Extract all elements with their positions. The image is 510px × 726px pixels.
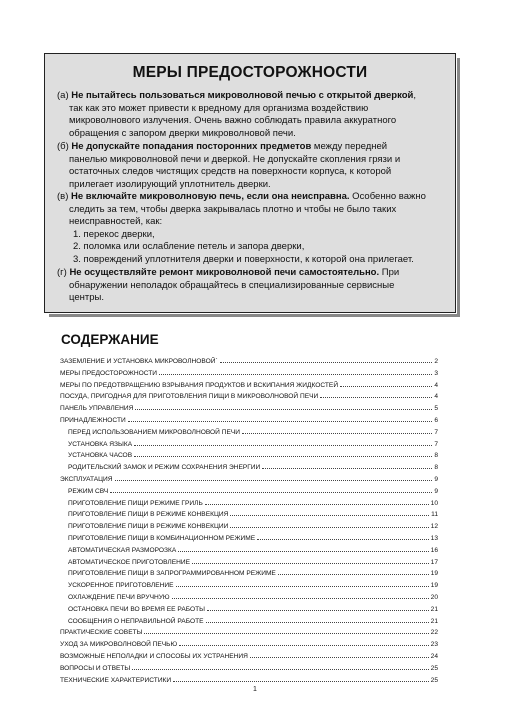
toc-entry-page: 10 [430, 499, 438, 507]
item-marker: (б) [57, 141, 69, 152]
toc-entry-page: 2 [434, 358, 438, 365]
toc-leader-dots [205, 504, 429, 505]
toc-leader-dots [250, 657, 429, 658]
toc-entry-title: ПРИГОТОВЛЕНИЕ ПИЩИ В РЕЖИМЕ КОНВЕКЦИИ [68, 523, 229, 531]
toc-leader-dots [159, 374, 432, 375]
toc-entry[interactable] [60, 509, 438, 521]
toc-entry-page: 9 [434, 487, 438, 495]
toc-entry[interactable] [60, 486, 438, 498]
toc-leader-dots [134, 445, 432, 446]
toc-leader-dots [179, 645, 428, 646]
toc-entry-page: 13 [430, 534, 438, 542]
item-bold-text: Не пытайтесь пользоваться микроволновой печью с открытой дверкой [71, 90, 414, 101]
toc-entry[interactable] [60, 568, 438, 580]
toc-entry[interactable] [60, 557, 438, 569]
toc-leader-dots [110, 492, 432, 493]
toc-entry[interactable] [60, 616, 438, 628]
toc-entry-title: ПРИГОТОВЛЕНИЕ ПИЩИ РЕЖИМЕ ГРИЛЬ [68, 499, 203, 507]
toc-entry[interactable] [60, 462, 438, 474]
toc-entry-title: УХОД ЗА МИКРОВОЛНОВОЙ ПЕЧЬЮ [60, 641, 178, 649]
toc-entry[interactable] [60, 521, 438, 533]
toc-entry[interactable] [60, 356, 438, 368]
toc-entry-title: ЗАЗЕМЛЕНИЕ И УСТАНОВКА МИКРОВОЛНОВОЙ` [60, 358, 218, 365]
toc-leader-dots [320, 397, 432, 398]
toc-leader-dots [262, 468, 432, 469]
toc-entry[interactable] [60, 592, 438, 604]
toc-leader-dots [135, 409, 432, 410]
toc-entry[interactable] [60, 651, 438, 663]
caution-title: МЕРЫ ПРЕДОСТОРОЖНОСТИ [132, 64, 368, 81]
toc-leader-dots [207, 610, 429, 611]
toc-entry-title: ПРИГОТОВЛЕНИЕ ПИЩИ В КОМБИНАЦИОННОМ РЕЖИМЕ [68, 534, 256, 542]
toc-entry[interactable] [60, 639, 438, 651]
toc-entry-page: 21 [430, 605, 438, 613]
toc-entry-title: УСКОРЕННОЕ ПРИГОТОВЛЕНИЕ [68, 582, 174, 590]
toc-leader-dots [173, 681, 429, 682]
toc-entry-title: АВТОМАТИЧЕСКОЕ ПРИГОТОВЛЕНИЕ [68, 558, 191, 566]
toc-entry-page: 5 [434, 405, 438, 413]
toc-entry-page: 24 [430, 652, 438, 660]
toc-entry-title: РОДИТЕЛЬСКИЙ ЗАМОК И РЕЖИМ СОХРАНЕНИЯ ЭНЕРГИИ [68, 464, 261, 472]
toc-leader-dots [257, 539, 428, 540]
toc-entry-title: УСТАНОВКА ЧАСОВ [68, 452, 133, 460]
toc-entry-title: УСТАНОВКА ЯЗЫКА [68, 440, 133, 448]
toc-entry-page: 19 [430, 582, 438, 590]
toc-entry[interactable] [60, 450, 438, 462]
toc-entry-page: 9 [434, 475, 438, 483]
item-bold-text: Не осуществляйте ремонт микроволновой печи самостоятельно. [69, 267, 380, 278]
caution-item-d: (г) Не осуществляйте ремонт микроволновой печи самостоятельно. При обнаружении неполадок обращайтесь в специализированные сервисные центры. [57, 267, 400, 304]
toc-entry[interactable] [60, 627, 438, 639]
table-of-contents [60, 356, 438, 686]
toc-entry-title: ЭКСПЛУАТАЦИЯ [60, 475, 113, 483]
toc-entry[interactable] [60, 533, 438, 545]
toc-entry-page: 19 [430, 570, 438, 578]
toc-leader-dots [172, 598, 429, 599]
toc-entry-title: ОХЛАЖДЕНИЕ ПЕЧИ ВРУЧНУЮ [68, 593, 170, 601]
toc-leader-dots [242, 433, 432, 434]
toc-entry-page: 7 [434, 440, 438, 448]
item-bold-text: Не допускайте попадания посторонних предметов [71, 141, 312, 152]
toc-entry-title: ТЕХНИЧЕСКИЕ ХАРАКТЕРИСТИКИ [60, 676, 172, 684]
toc-leader-dots [340, 386, 432, 387]
toc-entry[interactable] [60, 580, 438, 592]
toc-entry[interactable] [60, 474, 438, 486]
toc-entry-page: 8 [434, 464, 438, 472]
toc-leader-dots [178, 551, 428, 552]
toc-entry[interactable] [60, 415, 438, 427]
toc-entry-page: 25 [430, 676, 438, 684]
toc-entry-title: ПРИГОТОВЛЕНИЕ ПИЩИ В ЗАПРОГРАММИРОВАННОМ РЕЖИМЕ [68, 570, 276, 578]
toc-leader-dots [132, 669, 428, 670]
toc-entry[interactable] [60, 427, 438, 439]
toc-entry-title: ПАНЕЛЬ УПРАВЛЕНИЯ [60, 405, 134, 413]
toc-entry-page: 21 [430, 617, 438, 625]
toc-entry-page: 6 [434, 416, 438, 424]
item-marker: (а) [57, 90, 69, 101]
item-bold-text: Не включайте микроволновую печь, если она неисправна. [71, 191, 350, 202]
toc-entry-title: ПЕРЕД ИСПОЛЬЗОВАНИЕМ МИКРОВОЛНОВОЙ ПЕЧИ [68, 428, 240, 436]
toc-entry-title: МЕРЫ ПРЕДОСТОРОЖНОСТИ [60, 369, 158, 377]
toc-entry-page: 8 [434, 452, 438, 460]
toc-entry-page: 17 [430, 558, 438, 566]
toc-entry[interactable] [60, 380, 438, 392]
toc-entry[interactable] [60, 368, 438, 380]
toc-entry-page: 23 [430, 641, 438, 649]
toc-entry[interactable] [60, 403, 438, 415]
toc-leader-dots [176, 586, 429, 587]
toc-leader-dots [206, 622, 429, 623]
toc-entry-title: ПРАКТИЧЕСКИЕ СОВЕТЫ [60, 629, 143, 637]
toc-entry[interactable] [60, 675, 438, 687]
toc-entry-page: 12 [430, 523, 438, 531]
toc-entry-page: 4 [434, 381, 438, 389]
toc-entry-page: 25 [430, 664, 438, 672]
toc-entry-title: ВОЗМОЖНЫЕ НЕПОЛАДКИ И СПОСОБЫ ИХ УСТРАНЕНИЯ [60, 652, 248, 660]
toc-entry-page: 7 [434, 428, 438, 436]
toc-entry[interactable] [60, 498, 438, 510]
toc-entry-page: 3 [434, 369, 438, 377]
caution-item-c: (в) Не включайте микроволновую печь, если она неисправна. Особенно важно следить за тем, чтобы дверка закрывалась плотно и чтобы не было таких неисправностей, как: 1. перекос дверки, 2. поломка или ослабление петель и запора дверки, 3. повреждений уплотнителя дверки и поверхности, к которой она прилегает. [57, 191, 426, 265]
toc-leader-dots [230, 527, 428, 528]
toc-entry-title: ВОПРОСЫ И ОТВЕТЫ [60, 664, 131, 672]
toc-leader-dots [230, 515, 429, 516]
toc-entry-title: ОСТАНОВКА ПЕЧИ ВО ВРЕМЯ ЕЕ РАБОТЫ [68, 605, 205, 613]
toc-leader-dots [220, 362, 433, 363]
toc-entry-title: ПРИНАДЛЕЖНОСТИ [60, 416, 126, 424]
toc-entry-page: 22 [430, 629, 438, 637]
toc-entry-page: 11 [431, 511, 438, 519]
toc-heading: СОДЕРЖАНИЕ [61, 332, 159, 347]
toc-entry-page: 4 [434, 393, 438, 401]
toc-entry-title: РЕЖИМ СВЧ [68, 487, 109, 495]
toc-entry[interactable] [60, 439, 438, 451]
toc-entry[interactable] [60, 663, 438, 675]
toc-entry-title: АВТОМАТИЧЕСКАЯ РАЗМОРОЗКА [68, 546, 177, 554]
item-marker: (в) [57, 191, 69, 202]
page-number: 1 [253, 686, 257, 693]
toc-leader-dots [134, 456, 432, 457]
toc-entry[interactable] [60, 604, 438, 616]
toc-entry-title: МЕРЫ ПО ПРЕДОТВРАЩЕНИЮ ВЗРЫВАНИЯ ПРОДУКТОВ И ВСКИПАНИЯ ЖИДКОСТЕЙ [60, 381, 339, 389]
toc-entry-title: ПРИГОТОВЛЕНИЕ ПИЩИ В РЕЖИМЕ КОНВЕКЦИЯ [68, 511, 229, 519]
caution-item-b: (б) Не допускайте попадания посторонних предметов между передней панелью микроволновой печи и дверкой. Не допускайте скопления грязи и остаточных следов чистящих средств на поверхности корпуса, к которой прилегает изолирующий уплотнитель дверки. [57, 141, 401, 190]
caution-box [44, 53, 456, 313]
toc-entry-page: 20 [430, 593, 438, 601]
toc-entry[interactable] [60, 391, 438, 403]
toc-entry-page: 16 [430, 546, 438, 554]
caution-item-a: (а) Не пытайтесь пользоваться микроволновой печью с открытой дверкой, так как это может привести к вредному для организма воздействию микроволнового излучения. Очень важно соблюдать правила аккуратного обращения с запором дверки микроволновой печи. [57, 90, 417, 139]
item-marker: (г) [57, 267, 67, 278]
toc-entry-title: СООБЩЕНИЯ О НЕПРАВИЛЬНОЙ РАБОТЕ [68, 617, 204, 625]
toc-leader-dots [128, 421, 433, 422]
toc-leader-dots [192, 563, 429, 564]
toc-entry-title: ПОСУДА, ПРИГОДНАЯ ДЛЯ ПРИГОТОВЛЕНИЯ ПИЩИ В МИКРОВОЛНОВОЙ ПЕЧИ [60, 393, 319, 401]
toc-leader-dots [278, 574, 429, 575]
toc-leader-dots [144, 633, 428, 634]
toc-leader-dots [115, 480, 433, 481]
toc-entry[interactable] [60, 545, 438, 557]
